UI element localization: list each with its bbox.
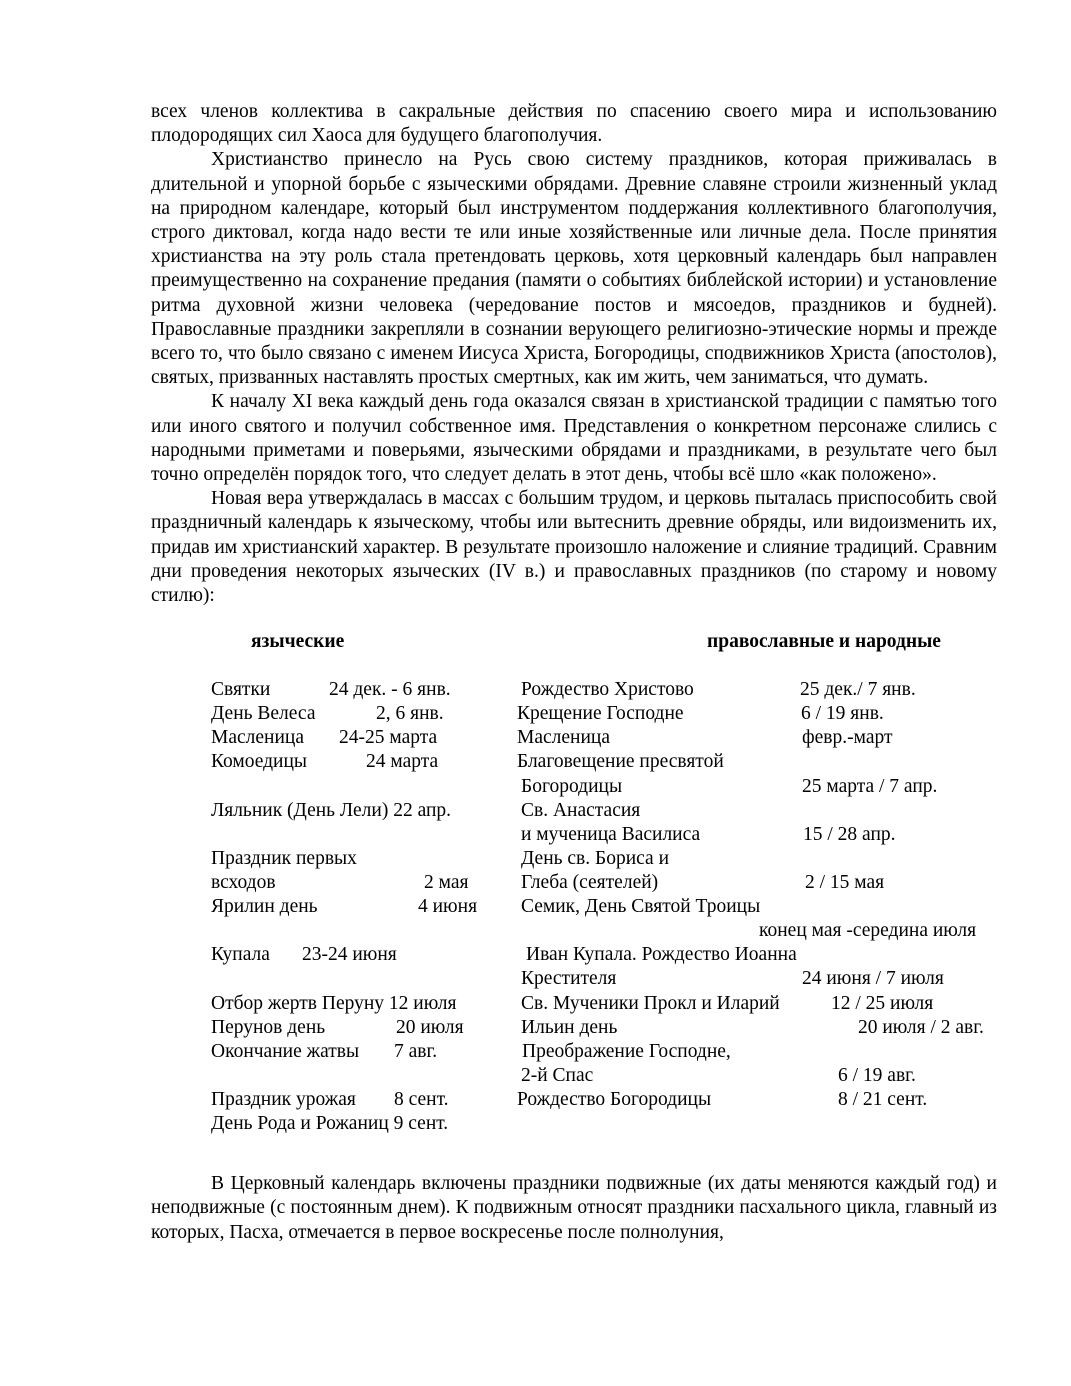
paragraph-1: всех членов коллектива в сакральные действия по спасению своего мира и использованию плодородящих сил Хаоса для будущего благополучия. xyxy=(151,101,997,147)
paragraph-5: В Церковный календарь включены праздники подвижные (их даты меняются каждый год) и неподвижные (с постоянным днем). К подвижным относят праздники пасхального цикла, главный из которых, Пасха, отмечается в первое воскресенье после полнолуния, xyxy=(151,1173,997,1243)
table-cell: 25 марта / 7 апр. xyxy=(802,776,938,798)
table-cell: Праздник первых xyxy=(211,848,357,870)
table-cell: Рождество Христово xyxy=(521,679,694,701)
table-headers xyxy=(151,630,997,654)
table-cell: Глеба (сеятелей) xyxy=(521,872,659,894)
table-cell: Перунов день xyxy=(211,1017,326,1039)
table-cell: Купала xyxy=(211,944,270,966)
table-cell: 2, 6 янв. xyxy=(376,703,444,725)
table-cell: День Велеса xyxy=(211,703,316,725)
header-pagan: языческие xyxy=(251,631,345,653)
table-cell: 6 / 19 авг. xyxy=(838,1065,916,1087)
table-cell: 24-25 марта xyxy=(339,727,438,749)
table-cell: 8 сент. xyxy=(394,1089,449,1111)
header-orthodox: православные и народные xyxy=(707,631,941,653)
table-cell: всходов xyxy=(211,872,276,894)
table-cell: Крестителя xyxy=(521,968,617,990)
table-cell: 20 июля xyxy=(396,1017,464,1039)
table-cell: 6 / 19 янв. xyxy=(801,703,884,725)
table-cell: Св. Анастасия xyxy=(521,800,641,822)
table-cell: 12 / 25 июля xyxy=(831,993,934,1015)
table-cell: Св. Мученики Прокл и Иларий xyxy=(521,993,780,1015)
holiday-table xyxy=(151,678,997,1148)
table-cell: Преображение Господне, xyxy=(522,1041,731,1063)
table-cell: Ильин день xyxy=(521,1017,618,1039)
table-cell: 7 авг. xyxy=(394,1041,438,1063)
table-cell: День Рода и Рожаниц 9 сент. xyxy=(211,1113,449,1135)
table-cell: Комоедицы xyxy=(211,751,308,773)
table-cell: Крещение Господне xyxy=(517,703,684,725)
paragraph-2: Христианство принесло на Русь свою систему праздников, которая приживалась в длительной и упорной борьбе с языческими обрядами. Древние славяне строили жизненный уклад на природном календаре, который был инструментом поддержания коллективного благополучия, строго диктовал, когда надо вести те или иные хозяйственные или личные дела. После принятия христианства на эту роль стала претендовать церковь, хотя церковный календарь был направлен преимущественно на сохранение предания (памяти о событиях библейской истории) и установление ритма духовной жизни человека (чередование постов и мясоедов, праздников и будней). Православные праздники закрепляли в сознании верующего религиозно-этические нормы и прежде всего то, что было связано с именем Иисуса Христа, Богородицы, сподвижников Христа (апостолов), святых, призванных наставлять простых смертных, как им жить, чем заниматься, что думать. xyxy=(151,149,997,389)
table-cell: 4 июня xyxy=(418,896,478,918)
table-cell: Благовещение пресвятой xyxy=(517,751,724,773)
table-cell: 2 / 15 мая xyxy=(805,872,885,894)
table-cell: Масленица xyxy=(517,727,610,749)
table-cell: Праздник урожая xyxy=(211,1089,356,1111)
table-cell: Окончание жатвы xyxy=(211,1041,360,1063)
table-cell: Ляльник (День Лели) 22 апр. xyxy=(211,800,452,822)
paragraph-4: Новая вера утверждалась в массах с большим трудом, и церковь пыталась приспособить свой праздничный календарь к языческому, чтобы или вытеснить древние обряды, или видоизменить их, придав им христианский характер. В результате произошло наложение и слияние традиций. Сравним дни проведения некоторых языческих (IV в.) и православных праздников (по старому и новому стилю): xyxy=(151,488,997,607)
table-cell: Масленица xyxy=(211,727,304,749)
table-cell: Святки xyxy=(211,679,271,701)
table-cell: 24 июня / 7 июля xyxy=(802,968,944,990)
table-cell: 2 мая xyxy=(424,872,469,894)
document-page xyxy=(151,100,997,1245)
table-cell: Семик, День Святой Троицы xyxy=(521,896,761,918)
table-cell: 24 дек. - 6 янв. xyxy=(329,679,451,701)
table-cell: и мученица Василиса xyxy=(521,824,701,846)
table-cell: День св. Бориса и xyxy=(521,848,670,870)
table-cell: Рождество Богородицы xyxy=(517,1089,712,1111)
table-cell: 2-й Спас xyxy=(521,1065,594,1087)
table-cell: 25 дек./ 7 янв. xyxy=(800,679,916,701)
table-cell: 8 / 21 сент. xyxy=(838,1089,928,1111)
paragraph-3: К началу XI века каждый день года оказался связан в христианской традиции с памятью того или иного святого и получил собственное имя. Представления о конкретном персонаже слились с народными приметами и поверьями, языческими обрядами и праздниками, в результате чего был точно определён порядок того, что следует делать в этот день, чтобы всё шло «как положено». xyxy=(151,391,997,486)
table-cell: 20 июля / 2 авг. xyxy=(858,1017,984,1039)
table-cell: конец мая -середина июля xyxy=(759,920,977,942)
table-cell: 15 / 28 апр. xyxy=(803,824,896,846)
table-cell: февр.-март xyxy=(802,727,893,749)
table-cell: 24 марта xyxy=(366,751,439,773)
table-cell: Ярилин день xyxy=(211,896,318,918)
table-cell: 23-24 июня xyxy=(302,944,397,966)
table-cell: Иван Купала. Рождество Иоанна xyxy=(526,944,797,966)
table-cell: Отбор жертв Перуну 12 июля xyxy=(211,993,457,1015)
table-cell: Богородицы xyxy=(521,776,623,798)
